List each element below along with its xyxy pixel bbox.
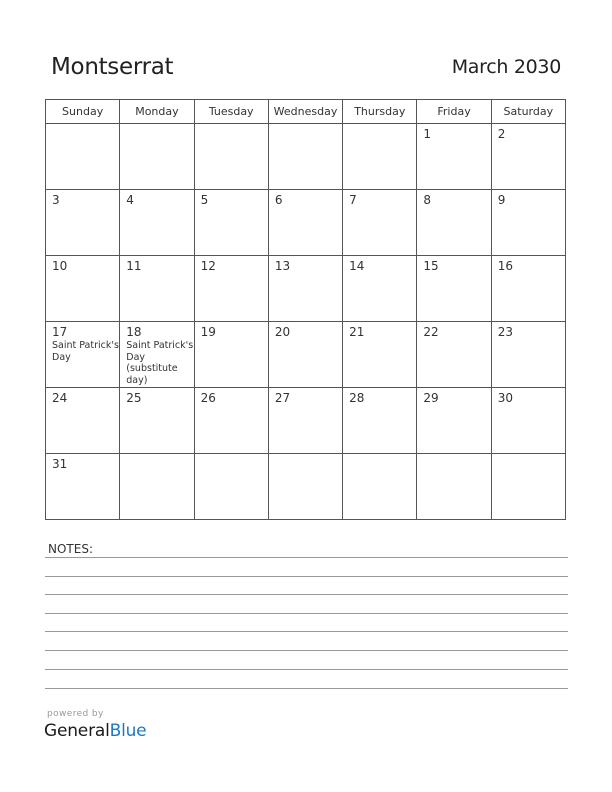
day-number: 24 [52,391,68,405]
day-cell [343,124,417,190]
day-cell [46,190,120,256]
day-cell [491,190,565,256]
day-number: 6 [274,193,283,207]
day-cell [46,124,120,190]
day-number: 17 [52,325,68,339]
day-number: 31 [52,457,68,471]
week-row [46,256,566,322]
day-cell [46,388,120,454]
day-cell [417,256,491,322]
notes-line [45,557,568,558]
day-cell [120,454,194,520]
day-number: 20 [274,325,291,339]
day-cell [491,388,565,454]
day-cell [120,124,194,190]
notes-line [45,631,568,632]
powered-by-text: powered by [47,709,104,719]
day-cell [46,322,120,388]
day-cell [194,388,268,454]
notes-line [45,613,568,614]
notes-line [45,594,568,595]
day-cell [268,454,342,520]
day-number: 27 [274,391,291,405]
weekday-sunday: Sunday [46,100,120,124]
day-cell [343,190,417,256]
day-cell [343,388,417,454]
calendar-country-title: Montserrat [51,54,174,80]
day-number: 8 [423,193,432,207]
day-cell [194,256,268,322]
calendar-month-year: March 2030 [451,56,561,78]
holiday-label: Saint Patrick's Day (substitute day) [126,340,194,386]
day-number: 12 [200,259,216,273]
day-cell [417,322,491,388]
day-number: 9 [497,193,506,207]
day-number: 23 [497,325,513,339]
notes-line [45,669,568,670]
day-cell [46,454,120,520]
day-cell [343,454,417,520]
day-number: 15 [423,259,439,273]
day-cell [268,322,342,388]
day-cell [194,454,268,520]
day-cell [194,190,268,256]
day-cell [120,322,194,388]
holiday-label: Saint Patrick's Day [52,340,119,363]
week-row [46,388,566,454]
weekday-saturday: Saturday [491,100,565,124]
notes-line [45,650,568,651]
generalblue-logo[interactable] [44,721,146,741]
day-cell [417,190,491,256]
day-cell [268,256,342,322]
day-number: 1 [423,127,432,141]
day-cell [491,322,565,388]
day-cell [120,256,194,322]
day-cell [491,256,565,322]
day-cell [491,454,565,520]
day-cell [268,388,342,454]
day-number: 30 [497,391,513,405]
day-number: 29 [423,391,439,405]
calendar-grid [45,99,566,520]
weekday-monday: Monday [120,100,194,124]
weekday-friday: Friday [417,100,491,124]
day-number: 22 [423,325,439,339]
day-number: 7 [349,193,357,207]
day-number: 26 [200,391,216,405]
weekday-wednesday: Wednesday [268,100,342,124]
day-number: 4 [126,193,134,207]
day-number: 13 [274,259,291,273]
weekday-header-row [46,100,566,124]
week-row [46,454,566,520]
week-row [46,190,566,256]
day-cell [268,124,342,190]
day-number: 21 [349,325,365,339]
day-number: 25 [126,391,142,405]
day-number: 2 [497,127,506,141]
day-cell [343,322,417,388]
day-number: 14 [349,259,365,273]
day-cell [46,256,120,322]
day-cell [194,124,268,190]
day-cell [194,322,268,388]
day-number: 10 [52,259,68,273]
day-number: 16 [497,259,513,273]
day-cell [268,190,342,256]
notes-line [45,576,568,577]
day-cell [417,124,491,190]
day-cell [417,388,491,454]
day-number: 19 [200,325,216,339]
weekday-tuesday: Tuesday [194,100,268,124]
day-cell [120,388,194,454]
day-number: 28 [349,391,365,405]
notes-label: NOTES: [48,542,93,556]
day-cell [343,256,417,322]
week-row [46,124,566,190]
day-number: 11 [126,259,142,273]
notes-line [45,688,568,689]
weekday-thursday: Thursday [343,100,417,124]
brand-general: General [44,721,110,741]
day-number: 5 [200,193,209,207]
day-number: 18 [126,325,142,339]
day-cell [417,454,491,520]
day-cell [491,124,565,190]
day-cell [120,190,194,256]
day-number: 3 [52,193,60,207]
week-row [46,322,566,388]
brand-blue: Blue [109,721,147,741]
